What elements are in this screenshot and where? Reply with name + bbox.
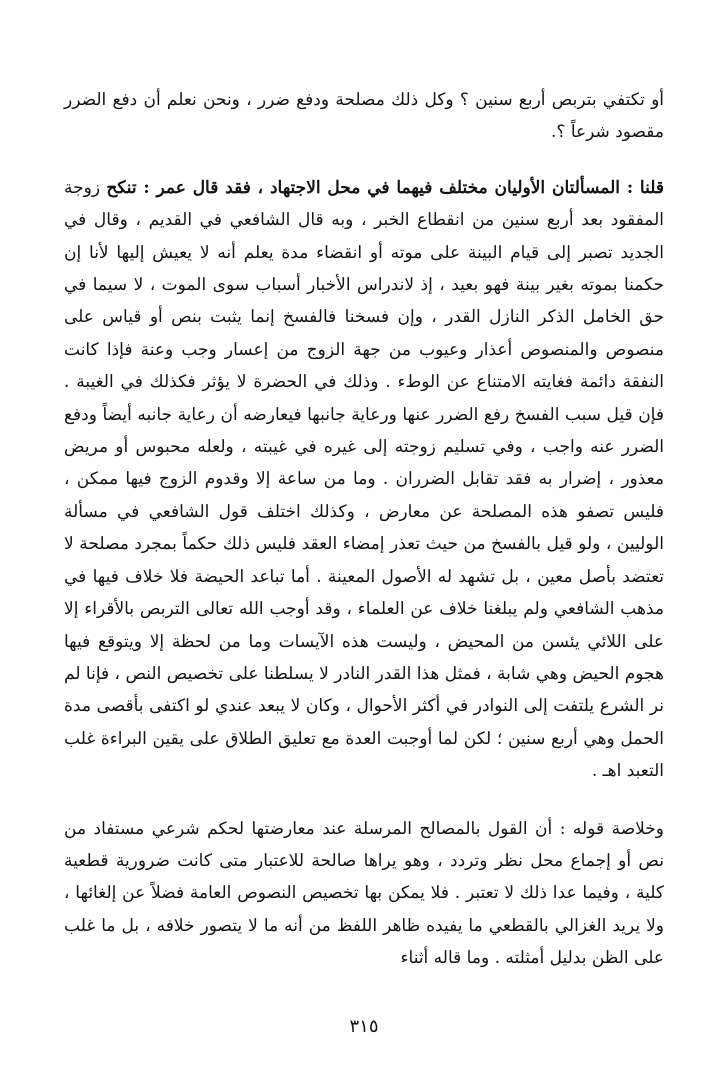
paragraph-2 — [64, 172, 664, 788]
paragraph-2-lead: قلنا : المسألتان الأوليان مختلف فيهما في محل الاجتهاد ، فقد قال عمر : تنكح — [106, 177, 664, 198]
paragraph-2-text: زوجة المفقود بعد أربع سنين من انقطاع الخبر ، وبه قال الشافعي في القديم ، وقال في الجديد تصبر إلى قيام البينة على موته أو انقضاء مدة يعلم أنه لا يعيش إليها لأنا إن حكمنا بموته بغير بينة فهو بعيد ، إذ لاندراس الأخبار أسباب سوى الموت ، لا سيما في حق الخامل الذكر النازل القدر ، وإن فسخنا فالفسخ إنما يثبت بنص أو قياس على منصوص والمنصوص أعذار وعيوب من جهة الزوج من إعسار وجب وعنة فإذا كانت النفقة دائمة فغايته الامتناع عن الوطء . وذلك في الحضرة لا يؤثر فكذلك في الغيبة . فإن قيل سبب الفسخ رفع الضرر عنها ورعاية جانبها فيعارضه أن رعاية جانبه أيضاً ودفع الضرر عنه واجب ، وفي تسليم زوجته إلى غيره في غيبته ، ولعله محبوس أو مريض معذور ، إضرار به فقد تقابل الضرران . وما من ساعة إلا وقدوم الزوج فيها ممكن ، فليس تصفو هذه المصلحة عن معارض ، وكذلك اختلف قول الشافعي في مسألة الوليين ، ولو قيل بالفسخ من حيث تعذر إمضاء العقد فليس ذلك حكماً بمجرد مصلحة لا تعتضد بأصل معين ، بل تشهد له الأصول المعينة . أما تباعد الحيضة فلا خلاف فيها في مذهب الشافعي ولم يبلغنا خلاف عن العلماء ، وقد أوجب الله تعالى التربص بالأقراء إلا على اللائي يئسن من المحيض ، وليست هذه الآيسات وما من لحظة إلا ويتوقع فيها هجوم الحيض وهي شابة ، فمثل هذا القدر النادر لا يسلطنا على تخصيص النص ، فإنا لم نر الشرع يلتفت إلى النوادر في أكثر الأحوال ، وكان لا يبعد عندي لو اكتفى بأقصى مدة الحمل وهي أربع سنين ؛ لكن لما أوجبت العدة مع تعليق الطلاق على يقين البراءة غلب التعبد اهـ . — [64, 177, 664, 782]
paragraph-3-text: وخلاصة قوله : أن القول بالمصالح المرسلة عند معارضتها لحكم شرعي مستفاد من نص أو إجماع محل نظر وتردد ، وهو يراها صالحة للاعتبار متى كانت ضرورية قطعية كلية ، وفيما عدا ذلك لا تعتبر . فلا يمكن بها تخصيص النصوص العامة فضلاً عن إلغائها ، ولا يريد الغزالي بالقطعي ما يفيده ظاهر اللفظ من أنه ما لا يتصور خلافه ، بل ما غلب على الظن بدليل أمثلته . وما قاله أثناء — [64, 818, 664, 969]
paragraph-3 — [64, 813, 664, 975]
paragraph-1-text: أو تكتفي بتربص أربع سنين ؟ وكل ذلك مصلحة ودفع ضرر ، ونحن نعلم أن دفع الضرر مقصود شرعاً ؟. — [64, 90, 664, 143]
page-number: ٣١٥ — [349, 1016, 379, 1037]
paragraph-1 — [64, 84, 664, 149]
